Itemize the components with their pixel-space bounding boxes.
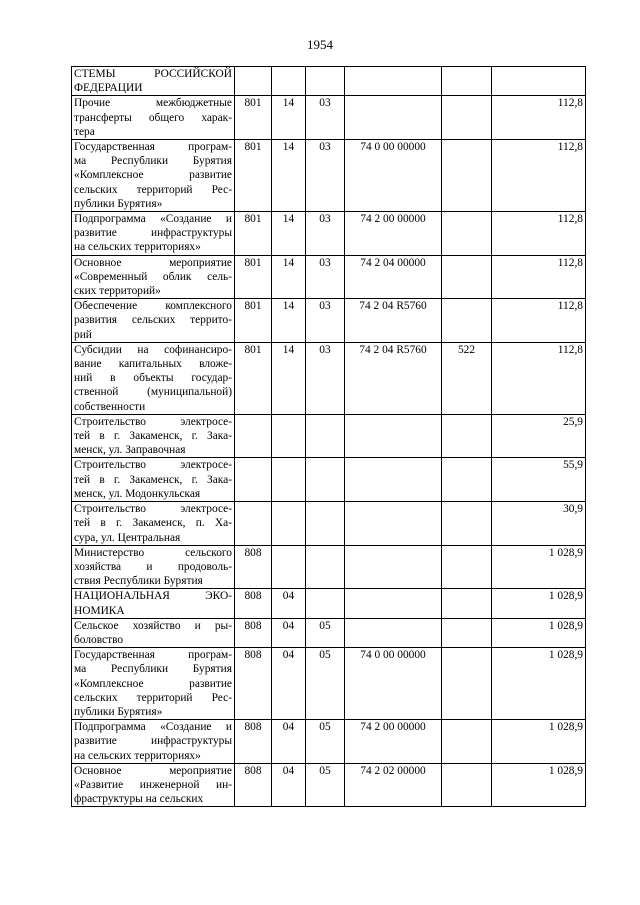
dept-code-cell: 801: [235, 140, 272, 212]
table-row: [72, 299, 586, 343]
amount-cell: 1 028,9: [492, 648, 586, 720]
table-row: [72, 67, 586, 96]
subsection-code-cell: 05: [306, 648, 345, 720]
item-name-line: Строительство электросе-: [74, 415, 232, 428]
item-name-line: Прочие межбюджетные: [74, 97, 232, 110]
expense-type-cell: [442, 255, 492, 299]
item-name-line: ний в объекты государ-: [74, 372, 232, 385]
section-code-cell: 04: [272, 720, 306, 764]
item-name-line: Министерство сельского: [74, 546, 232, 559]
subsection-code-cell: 03: [306, 96, 345, 140]
subsection-code-cell: 05: [306, 720, 345, 764]
target-article-cell: 74 2 02 00000: [345, 763, 442, 807]
target-article-cell: 74 2 00 00000: [345, 212, 442, 256]
expense-type-cell: 522: [442, 342, 492, 414]
table-row: [72, 255, 586, 299]
subsection-code-cell: [306, 589, 345, 618]
amount-cell: 1 028,9: [492, 618, 586, 647]
dept-code-cell: 801: [235, 212, 272, 256]
table-row: [72, 648, 586, 720]
target-article-cell: 74 2 04 00000: [345, 255, 442, 299]
section-code-cell: 14: [272, 299, 306, 343]
item-name-line: трансферты общего харак-: [74, 111, 232, 124]
expense-type-cell: [442, 720, 492, 764]
target-article-cell: [345, 96, 442, 140]
item-name-cell: [72, 618, 235, 647]
item-name-cell: [72, 545, 235, 589]
dept-code-cell: [235, 502, 272, 546]
section-code-cell: [272, 545, 306, 589]
dept-code-cell: [235, 414, 272, 458]
item-name-line: сельских территорий Рес-: [74, 183, 232, 196]
dept-code-cell: 808: [235, 618, 272, 647]
item-name-line: на сельских территориях»: [74, 749, 201, 762]
subsection-code-cell: 05: [306, 618, 345, 647]
item-name-cell: [72, 67, 235, 96]
expense-type-cell: [442, 545, 492, 589]
item-name-line: развития сельских террито-: [74, 314, 232, 327]
item-name-line: на сельских территориях»: [74, 241, 201, 254]
target-article-cell: [345, 414, 442, 458]
amount-cell: 1 028,9: [492, 720, 586, 764]
item-name-line: менск, ул. Модонкульская: [74, 487, 201, 500]
target-article-cell: [345, 458, 442, 502]
item-name-line: ма Республики Бурятия: [74, 663, 232, 676]
item-name-line: Сельское хозяйство и ры-: [74, 619, 232, 632]
item-name-line: развитие инфраструктуры: [74, 227, 232, 240]
item-name-line: вание капитальных вложе-: [74, 358, 232, 371]
amount-cell: 112,8: [492, 96, 586, 140]
expense-type-cell: [442, 502, 492, 546]
target-article-cell: [345, 545, 442, 589]
dept-code-cell: [235, 67, 272, 96]
subsection-code-cell: 03: [306, 255, 345, 299]
table-row: [72, 414, 586, 458]
amount-cell: 25,9: [492, 414, 586, 458]
item-name-line: ствия Республики Бурятия: [74, 575, 203, 588]
item-name-line: Строительство электросе-: [74, 459, 232, 472]
item-name-line: Государственная програм-: [74, 649, 232, 662]
amount-cell: 112,8: [492, 342, 586, 414]
item-name-cell: [72, 763, 235, 807]
subsection-code-cell: 03: [306, 212, 345, 256]
table-row: [72, 96, 586, 140]
subsection-code-cell: 05: [306, 763, 345, 807]
dept-code-cell: 801: [235, 255, 272, 299]
item-name-line: тей в г. Закаменск, г. Зака-: [74, 473, 232, 486]
item-name-line: ских территорий»: [74, 285, 161, 298]
expense-type-cell: [442, 96, 492, 140]
item-name-cell: [72, 212, 235, 256]
dept-code-cell: 808: [235, 589, 272, 618]
dept-code-cell: 801: [235, 299, 272, 343]
item-name-line: хозяйства и продоволь-: [74, 560, 232, 573]
expense-type-cell: [442, 763, 492, 807]
target-article-cell: 74 0 00 00000: [345, 140, 442, 212]
item-name-line: НАЦИОНАЛЬНАЯ ЭКО-: [74, 590, 232, 603]
table-row: [72, 763, 586, 807]
item-name-line: «Развитие инженерной ин-: [74, 778, 232, 791]
item-name-line: СТЕМЫ РОССИЙСКОЙ: [74, 68, 232, 80]
subsection-code-cell: [306, 545, 345, 589]
amount-cell: 1 028,9: [492, 589, 586, 618]
section-code-cell: 14: [272, 212, 306, 256]
item-name-line: тера: [74, 125, 95, 138]
item-name-cell: [72, 502, 235, 546]
table-row: [72, 502, 586, 546]
table-row: [72, 589, 586, 618]
section-code-cell: [272, 502, 306, 546]
item-name-cell: [72, 299, 235, 343]
table-row: [72, 342, 586, 414]
target-article-cell: 74 2 04 R5760: [345, 342, 442, 414]
amount-cell: 112,8: [492, 299, 586, 343]
item-name-line: сура, ул. Центральная: [74, 531, 181, 544]
section-code-cell: 14: [272, 255, 306, 299]
item-name-line: сельских территорий Рес-: [74, 691, 232, 704]
amount-cell: [492, 67, 586, 96]
dept-code-cell: 808: [235, 545, 272, 589]
table-row: [72, 720, 586, 764]
target-article-cell: 74 2 04 R5760: [345, 299, 442, 343]
dept-code-cell: [235, 458, 272, 502]
item-name-line: ма Республики Бурятия: [74, 155, 232, 168]
item-name-line: фраструктуры на сельских: [74, 793, 204, 806]
expense-type-cell: [442, 414, 492, 458]
subsection-code-cell: [306, 458, 345, 502]
subsection-code-cell: [306, 67, 345, 96]
subsection-code-cell: [306, 502, 345, 546]
item-name-line: Подпрограмма «Создание и: [74, 213, 232, 226]
item-name-line: публики Бурятия»: [74, 705, 163, 718]
amount-cell: 112,8: [492, 255, 586, 299]
item-name-line: «Современный облик сель-: [74, 270, 232, 283]
item-name-line: Основное мероприятие: [74, 256, 232, 269]
item-name-cell: [72, 414, 235, 458]
item-name-line: Строительство электросе-: [74, 503, 232, 516]
item-name-line: Государственная програм-: [74, 141, 232, 154]
section-code-cell: 04: [272, 589, 306, 618]
item-name-line: рий: [74, 328, 92, 341]
dept-code-cell: 801: [235, 96, 272, 140]
item-name-cell: [72, 342, 235, 414]
amount-cell: 55,9: [492, 458, 586, 502]
item-name-line: «Комплексное развитие: [74, 677, 232, 690]
dept-code-cell: 808: [235, 763, 272, 807]
table-row: [72, 140, 586, 212]
amount-cell: 30,9: [492, 502, 586, 546]
amount-cell: 112,8: [492, 212, 586, 256]
item-name-line: Обеспечение комплексного: [74, 300, 232, 313]
expense-type-cell: [442, 618, 492, 647]
target-article-cell: [345, 67, 442, 96]
dept-code-cell: 801: [235, 342, 272, 414]
expense-type-cell: [442, 212, 492, 256]
dept-code-cell: 808: [235, 648, 272, 720]
budget-table-body: [72, 67, 586, 807]
section-code-cell: 14: [272, 342, 306, 414]
amount-cell: 1 028,9: [492, 545, 586, 589]
item-name-line: Основное мероприятие: [74, 764, 232, 777]
subsection-code-cell: 03: [306, 140, 345, 212]
item-name-line: развитие инфраструктуры: [74, 735, 232, 748]
item-name-line: НОМИКА: [74, 604, 125, 617]
section-code-cell: 14: [272, 96, 306, 140]
budget-table: [71, 66, 586, 807]
item-name-cell: [72, 720, 235, 764]
amount-cell: 1 028,9: [492, 763, 586, 807]
item-name-cell: [72, 96, 235, 140]
page-number: 1954: [307, 37, 333, 52]
item-name-cell: [72, 255, 235, 299]
expense-type-cell: [442, 140, 492, 212]
target-article-cell: [345, 502, 442, 546]
section-code-cell: [272, 67, 306, 96]
item-name-line: ственной (муниципальной): [74, 386, 232, 399]
expense-type-cell: [442, 458, 492, 502]
item-name-line: публики Бурятия»: [74, 197, 163, 210]
section-code-cell: 04: [272, 648, 306, 720]
item-name-cell: [72, 458, 235, 502]
table-row: [72, 458, 586, 502]
target-article-cell: 74 0 00 00000: [345, 648, 442, 720]
item-name-line: боловство: [74, 633, 124, 646]
amount-cell: 112,8: [492, 140, 586, 212]
item-name-line: «Комплексное развитие: [74, 169, 232, 182]
table-row: [72, 618, 586, 647]
subsection-code-cell: 03: [306, 342, 345, 414]
expense-type-cell: [442, 67, 492, 96]
section-code-cell: 04: [272, 618, 306, 647]
item-name-cell: [72, 648, 235, 720]
section-code-cell: 14: [272, 140, 306, 212]
target-article-cell: [345, 618, 442, 647]
item-name-line: Подпрограмма «Создание и: [74, 721, 232, 734]
dept-code-cell: 808: [235, 720, 272, 764]
target-article-cell: 74 2 00 00000: [345, 720, 442, 764]
expense-type-cell: [442, 648, 492, 720]
item-name-line: тей в г. Закаменск, п. Ха-: [74, 517, 232, 530]
item-name-cell: [72, 140, 235, 212]
item-name-line: ФЕДЕРАЦИИ: [74, 82, 143, 95]
item-name-line: менск, ул. Заправочная: [74, 444, 186, 457]
item-name-line: Субсидии на софинансиро-: [74, 343, 232, 356]
subsection-code-cell: [306, 414, 345, 458]
subsection-code-cell: 03: [306, 299, 345, 343]
section-code-cell: 04: [272, 763, 306, 807]
item-name-cell: [72, 589, 235, 618]
target-article-cell: [345, 589, 442, 618]
section-code-cell: [272, 414, 306, 458]
item-name-line: собственности: [74, 400, 146, 413]
expense-type-cell: [442, 589, 492, 618]
expense-type-cell: [442, 299, 492, 343]
section-code-cell: [272, 458, 306, 502]
table-row: [72, 212, 586, 256]
item-name-line: тей в г. Закаменск, г. Зака-: [74, 430, 232, 443]
table-row: [72, 545, 586, 589]
